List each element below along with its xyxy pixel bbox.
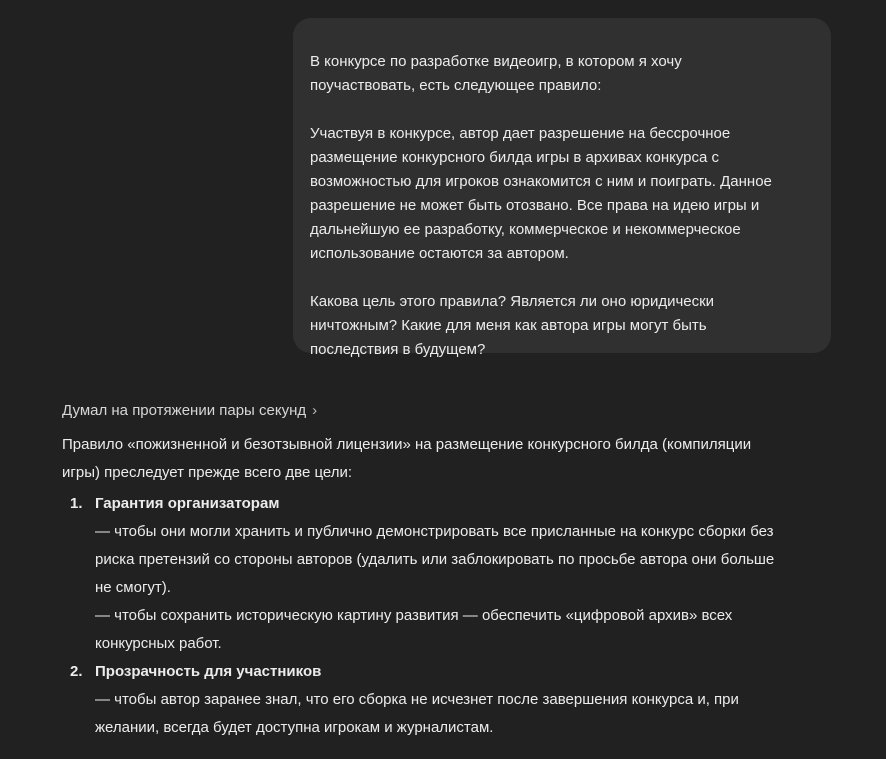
user-message-line: Участвуя в конкурсе, автор дает разрешение на бессрочное bbox=[310, 125, 731, 142]
list-item-title bbox=[62, 658, 842, 686]
user-message-line: использование остаются за автором. bbox=[310, 245, 569, 262]
user-message-line: дальнейшую ее разработку, коммерческое и некоммерческое bbox=[310, 221, 741, 238]
thinking-toggle[interactable] bbox=[62, 399, 317, 423]
assistant-answer bbox=[62, 431, 842, 742]
list-number: 2. bbox=[70, 663, 83, 680]
list-item-line: риска претензий со стороны авторов (удалить или заблокировать по просьбе автора они больше bbox=[95, 551, 775, 568]
list-item-line: — чтобы автор заранее знал, что его сборка не исчезнет после завершения конкурса и, при bbox=[95, 691, 739, 708]
user-message-line bbox=[310, 266, 814, 290]
user-message-line: разрешение не может быть отозвано. Все права на идею игры и bbox=[310, 197, 760, 214]
answer-intro-line: Правило «пожизненной и безотзывной лицензии» на размещение конкурсного билда (компиляции bbox=[62, 436, 752, 453]
list-item-line: — чтобы они могли хранить и публично демонстрировать все присланные на конкурс сборки без bbox=[95, 523, 774, 540]
list-item-line: не смогут). bbox=[95, 579, 171, 596]
answer-intro-line: игры) преследует прежде всего две цели: bbox=[62, 464, 353, 481]
list-item-title bbox=[62, 490, 842, 518]
user-message-line: поучаствовать, есть следующее правило: bbox=[310, 77, 602, 94]
list-item-line: желании, всегда будет доступна игрокам и журналистам. bbox=[95, 719, 494, 736]
list-title-text: Прозрачность для участников bbox=[95, 663, 322, 680]
user-message-line: последствия в будущем? bbox=[310, 341, 486, 358]
user-message-line bbox=[310, 98, 814, 122]
user-message-line: размещение конкурсного билда игры в архивах конкурса с bbox=[310, 149, 720, 166]
user-message-bubble bbox=[293, 18, 831, 358]
user-message-line: ничтожным? Какие для меня как автора игры могут быть bbox=[310, 317, 707, 334]
thinking-label: Думал на протяжении пары секунд bbox=[62, 402, 307, 419]
list-item-line: конкурсных работ. bbox=[95, 635, 222, 652]
list-number: 1. bbox=[70, 495, 83, 512]
list-title-text: Гарантия организаторам bbox=[95, 495, 280, 512]
list-item-line: — чтобы сохранить историческую картину развития — обеспечить «цифровой архив» всех bbox=[95, 607, 733, 624]
user-message-line: возможностью для игроков ознакомится с ним и поиграть. Данное bbox=[310, 173, 772, 190]
user-message-line: В конкурсе по разработке видеоигр, в котором я хочу bbox=[310, 53, 682, 70]
chevron-right-icon: › bbox=[312, 402, 318, 419]
user-message-line: Какова цель этого правила? Является ли оно юридически bbox=[310, 293, 715, 310]
